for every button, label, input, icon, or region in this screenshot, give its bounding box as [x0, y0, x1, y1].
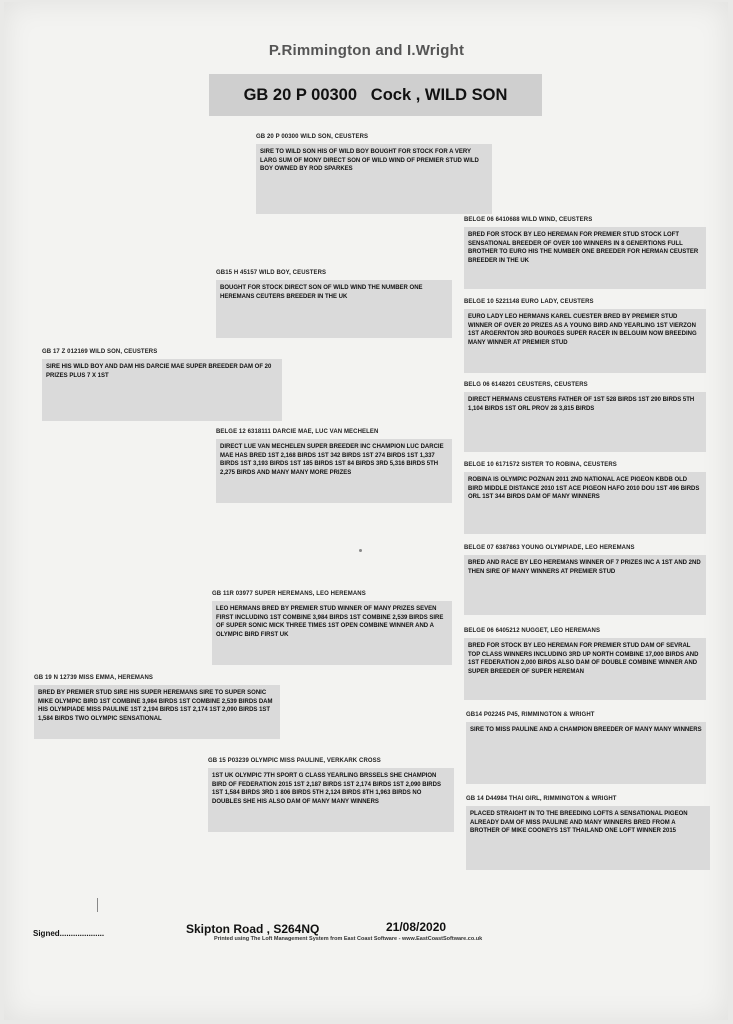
signature-line: Signed....................: [33, 929, 105, 938]
dam-notes: BRED BY PREMIER STUD SIRE HIS SUPER HEREMANS SIRE TO SUPER SONIC MIKE OLYMPIC BIRD 1ST COMBINE 3,984 BIRDS 1ST COMBINE 2,539 BIRDS DAM HIS OLYMPIADE MISS PAULINE 1ST 2,194 BIRDS 1ST 2,174 1ST 2,090 BIRDS 1ST 1,584 BIRDS TWO OLYMPIC SENSATIONAL: [34, 685, 280, 739]
ggp-sds-notes: DIRECT HERMANS CEUSTERS FATHER OF 1ST 528 BIRDS 1ST 290 BIRDS 5TH 1,104 BIRDS 1ST ORL PROV 28 3,815 BIRDS: [464, 392, 706, 452]
ggp-dds-entry: [466, 711, 706, 784]
dam-dam-notes: 1ST UK OLYMPIC 7TH SPORT G CLASS YEARLING BRSSELS SHE CHAMPION BIRD OF FEDERATION 2015 1ST 2,187 BIRDS 1ST 2,174 BIRDS 1ST 2,090 BIRDS 1ST 1,584 BIRDS 3RD 1 806 BIRDS 5TH 2,124 BIRDS 8TH 1,963 BIRDS NO DOUBLES SHE HIS ALSO DAM OF MANY MANY WINNERS: [208, 768, 454, 832]
dam-sire-notes: LEO HERMANS BRED BY PREMIER STUD WINNER OF MANY PRIZES SEVEN FIRST INCLUDING 1ST COMBINE 3,984 BIRDS 1ST COMBINE 2,539 BIRDS SIRE OF SUPER SONIC MICK THREE TIMES 1ST OPEN COMBINE WINNER AND A OLYMPIC BIRD FIRST UK: [212, 601, 452, 665]
dam-sire-header: GB 11R 03977 SUPER HEREMANS, LEO HEREMANS: [212, 591, 366, 597]
ggp-sdd-header: BELGE 10 6171572 SISTER TO ROBINA, CEUSTERS: [464, 462, 617, 468]
scan-speck: [359, 549, 362, 552]
ggp-sss-notes: BRED FOR STOCK BY LEO HEREMAN FOR PREMIER STUD STOCK LOFT SENSATIONAL BREEDER OF OVER 100 WINNERS IN 8 GENERTIONS FULL BROTHER TO EURO HIS THE NUMBER ONE BREEDER FOR HERMAN CEUSTER BREEDER IN THE UK: [464, 227, 706, 289]
sire-sire-header: GB15 H 45157 WILD BOY, CEUSTERS: [216, 270, 327, 276]
ggp-ssd-header: BELGE 10 5221148 EURO LADY, CEUSTERS: [464, 299, 594, 305]
ggp-ddd-header: GB 14 D44984 THAI GIRL, RIMMINGTON & WRIGHT: [466, 796, 617, 802]
ggp-ddd-notes: PLACED STRAIGHT IN TO THE BREEDING LOFTS A SENSATIONAL PIGEON ALREADY DAM OF MISS PAULINE AND MANY WINNERS BRED FROM A BROTHER OF MIKE COONEYS 1ST THAILAND ONE LOFT WINNER 2015: [466, 806, 710, 870]
ggp-sss-header: BELGE 06 6410688 WILD WIND, CEUSTERS: [464, 217, 593, 223]
ggp-sdd-entry: [464, 461, 706, 534]
sire-sire-entry: [216, 269, 452, 338]
ggp-dss-entry: [464, 544, 706, 615]
scan-speck: [97, 898, 98, 912]
ggp-sdd-notes: ROBINA IS OLYMPIC POZNAN 2011 2ND NATIONAL ACE PIGEON KBDB OLD BIRD MIDDLE DISTANCE 2010 1ST ACE PIGEON HAFO 2010 DOU 1ST 496 BIRDS ORL 1ST 344 BIRDS DAM OF MANY WINNERS: [464, 472, 706, 534]
sire-notes: SIRE HIS WILD BOY AND DAM HIS DARCIE MAE SUPER BREEDER DAM OF 20 PRIZES PLUS 7 X 1ST: [42, 359, 282, 421]
dam-header: GB 19 N 12739 MISS EMMA, HEREMANS: [34, 675, 153, 681]
ggp-dss-notes: BRED AND RACE BY LEO HEREMANS WINNER OF 7 PRIZES INC A 1ST AND 2ND THEN SIRE OF MANY WINNERS AT PREMIER STUD: [464, 555, 706, 615]
ggp-sss-entry: [464, 216, 706, 289]
sire-sire-notes: BOUGHT FOR STOCK DIRECT SON OF WILD WIND THE NUMBER ONE HEREMANS CEUTERS BREEDER IN THE UK: [216, 280, 452, 338]
ggp-dsd-notes: BRED FOR STOCK BY LEO HEREMAN FOR PREMIER STUD DAM OF SEVRAL TOP CLASS WINNERS INCLUDING 3RD UP NORTH COMBINE 17,000 BIRDS AND 1ST FEDERATION 2,000 BIRDS ALSO DAM OF DOUBLE COMBINE WINNER AND SUPER BREEDER OF SUPER HEREMAN: [464, 638, 706, 700]
ggp-dds-header: GB14 P02245 P45, RIMMINGTON & WRIGHT: [466, 712, 595, 718]
dam-dam-entry: [208, 757, 454, 832]
ggp-dss-header: BELGE 07 6387863 YOUNG OLYMPIADE, LEO HEREMANS: [464, 545, 635, 551]
subject-notes: SIRE TO WILD SON HIS OF WILD BOY BOUGHT FOR STOCK FOR A VERY LARG SUM OF MONY DIRECT SON OF WILD WIND OF PREMIER STUD WILD BOY OWNED BY ROD SPARKES: [256, 144, 492, 214]
ggp-dsd-entry: [464, 627, 706, 700]
dam-sire-entry: [212, 590, 452, 665]
pigeon-title-text: GB 20 P 00300 Cock , WILD SON: [243, 85, 508, 104]
software-credit: Printed using The Loft Management System from East Coast Software - www.EastCoastSoftware.co.uk: [214, 936, 483, 942]
dam-dam-header: GB 15 P03239 OLYMPIC MISS PAULINE, VERKARK CROSS: [208, 758, 381, 764]
ggp-ddd-entry: [466, 795, 710, 870]
ggp-ssd-notes: EURO LADY LEO HERMANS KAREL CUESTER BRED BY PREMIER STUD WINNER OF OVER 20 PRIZES AS A YOUNG BIRD AND YEARLING 1ST VIERZON 1ST ARGERNTON 3RD BOURGES SUPER RACER IN BELGUIM NOW BREEDING MANY WINNER AT PREMIER STUD: [464, 309, 706, 373]
sire-entry: [42, 348, 282, 421]
ggp-dds-notes: SIRE TO MISS PAULINE AND A CHAMPION BREEDER OF MANY MANY WINNERS: [466, 722, 706, 784]
sire-dam-entry: [216, 428, 452, 503]
ggp-sds-header: BELG 06 6148201 CEUSTERS, CEUSTERS: [464, 382, 588, 388]
ggp-ssd-entry: [464, 298, 706, 373]
owners-heading: P.Rimmington and I.Wright: [268, 42, 465, 59]
subject-header: GB 20 P 00300 WILD SON, CEUSTERS: [256, 134, 369, 140]
ggp-dsd-header: BELGE 06 6405212 NUGGET, LEO HEREMANS: [464, 628, 601, 634]
ggp-sds-entry: [464, 381, 706, 452]
sire-dam-header: BELGE 12 6318111 DARCIE MAE, LUC VAN MECHELEN: [216, 429, 379, 435]
pigeon-title: [209, 74, 542, 116]
sire-header: GB 17 Z 012169 WILD SON, CEUSTERS: [42, 349, 158, 355]
dam-entry: [34, 674, 280, 739]
subject-entry: [256, 133, 492, 214]
sire-dam-notes: DIRECT LUE VAN MECHELEN SUPER BREEDER INC CHAMPION LUC DARCIE MAE HAS BRED 1ST 2,168 BIRDS 1ST 342 BIRDS 1ST 274 BIRDS 1ST 1,337 BIRDS 1ST 3,193 BIRDS 1ST 185 BIRDS 1ST 84 BIRDS 3RD 5,316 BIRDS 5TH 2,275 BIRDS AND MANY MANY MORE PRIZES: [216, 439, 452, 503]
print-date: 21/08/2020: [386, 920, 447, 934]
address: Skipton Road , S264NQ: [186, 922, 320, 936]
